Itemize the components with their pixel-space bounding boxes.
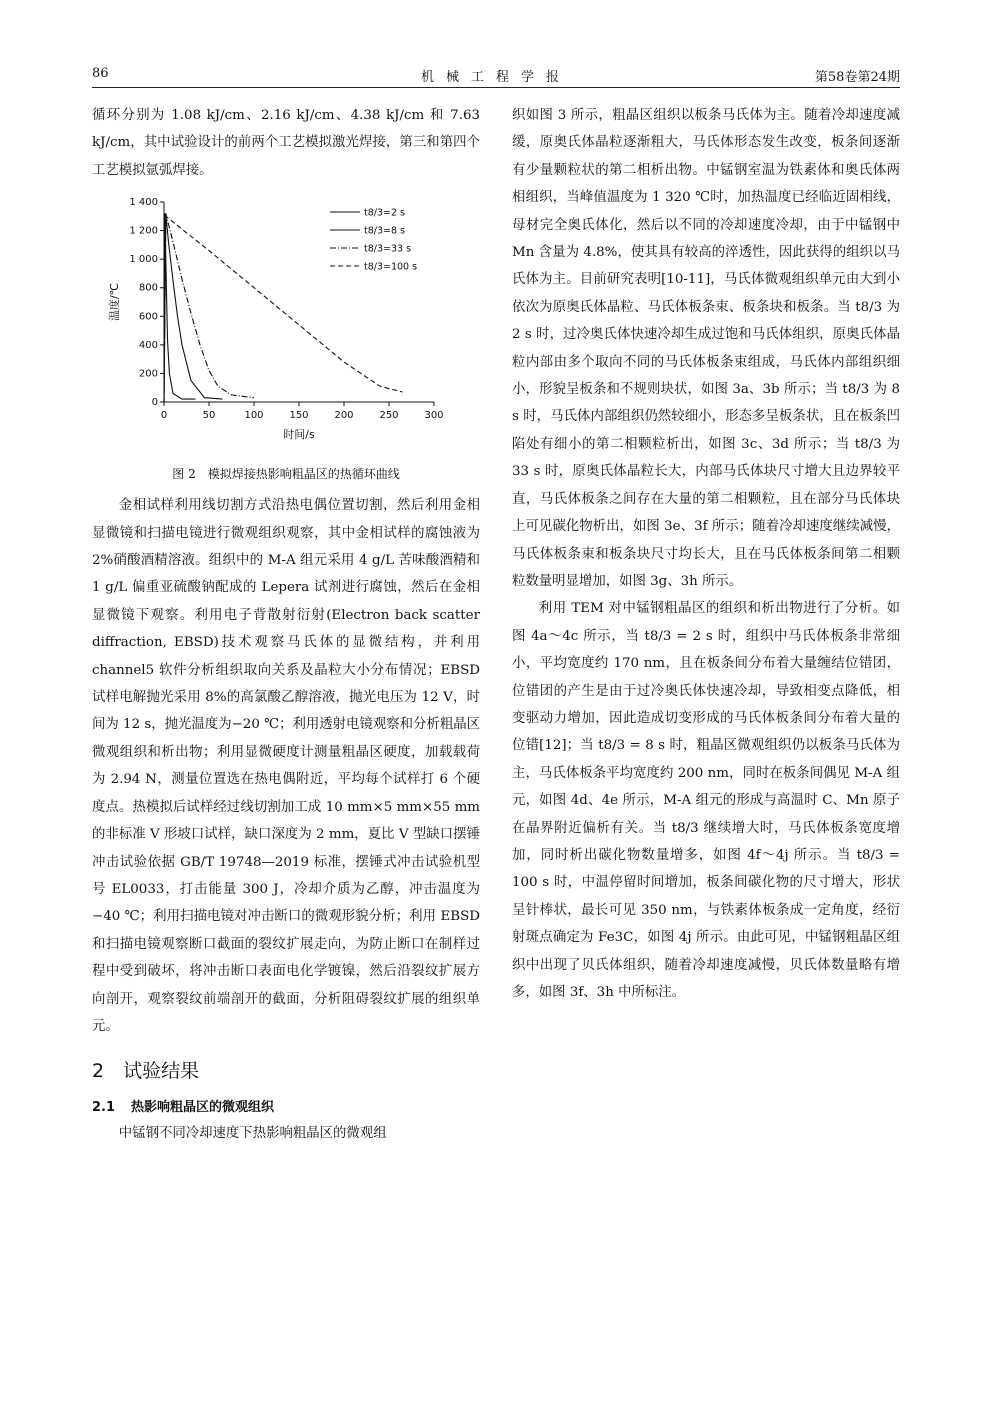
page-header xyxy=(92,66,900,86)
y-tick-label: 1 200 xyxy=(129,225,158,237)
y-tick-label: 600 xyxy=(138,311,158,323)
y-axis-label: 温度/℃ xyxy=(108,283,121,322)
y-tick-label: 1 400 xyxy=(129,197,158,209)
legend-entry-3: t8/3=33 s xyxy=(364,243,412,255)
x-tick-label: 300 xyxy=(424,410,444,422)
intro-paragraph: 循环分别为 1.08 kJ/cm、2.16 kJ/cm、4.38 kJ/cm 和 7.63 kJ/cm，其中试验设计的前两个工艺模拟激光焊接，第三和第四个工艺模拟氩弧焊接。 xyxy=(92,108,480,178)
x-tick-label: 100 xyxy=(244,410,264,422)
right-column xyxy=(512,102,900,1006)
subsection-number: 2.1 xyxy=(92,1100,116,1116)
thermal-cycle-chart xyxy=(92,190,480,462)
subsection-title xyxy=(92,1096,480,1120)
x-tick-label: 0 xyxy=(160,410,168,422)
x-tick-label: 200 xyxy=(334,410,354,422)
header-rule xyxy=(92,87,900,88)
page-number: 86 xyxy=(92,66,109,81)
y-tick-label: 200 xyxy=(138,368,158,380)
microstructure-paragraph: 织如图 3 所示，粗晶区组织以板条马氏体为主。随着冷却速度减缓，原奥氏体晶粒逐渐粗大，马氏体形态发生改变，板条间逐渐有少量颗粒状的第二相析出物。中锰钢室温为铁素体和奥氏体两相组织，当峰值温度为 1 320 ℃时，加热温度已经临近固相线，母材完全奥氏体化，然后以不同的冷却速度冷却，由于中锰钢中 Mn 含量为 4.8%，使其具有较高的淬透性，因此获得的组织以马氏体为主。目前研究表明[10-11]，马氏体微观组织单元由大到小依次为原奥氏体晶粒、马氏体板条束、板条块和板条。当 t8/3 为 2 s 时，过冷奥氏体快速冷却生成过饱和马氏体组织，原奥氏体晶粒内部由多个取向不同的马氏体板条束组成，马氏体内部组织细小，形貌呈板条和不规则块状，如图 3a、3b 所示；当 t8/3 为 8 s 时，马氏体内部组织仍然较细小，形态多呈板条状，且在板条凹陷处有细小的第二相颗粒析出，如图 3c、3d 所示；当 t8/3 为 33 s 时，原奥氏体晶粒长大，内部马氏体块尺寸增大且边界较平直，马氏体板条之间存在大量的第二相颗粒，且在部分马氏体块上可见碳化物析出，如图 3e、3f 所示；随着冷却速度继续减慢，马氏体板条束和板条块尺寸均长大，且在马氏体板条间第二相颗粒数量明显增加，如图 3g、3h 所示。 xyxy=(512,108,900,589)
subsection-title-text: 热影响粗晶区的微观组织 xyxy=(131,1100,275,1116)
x-tick-label: 150 xyxy=(289,410,309,422)
journal-name: 机械工程学报 xyxy=(420,70,571,85)
y-tick-label: 400 xyxy=(138,340,158,352)
tem-paragraph: 利用 TEM 对中锰钢粗晶区的组织和析出物进行了分析。如图 4a～4c 所示，当 t8/3 = 2 s 时，组织中马氏体板条非常细小，平均宽度约 170 nm，且在板条间分布着大量缠结位错团，位错团的产生是由于过冷奥氏体快速冷却，导致相变点降低，相变驱动力增加，因此造成切变形成的马氏体板条间分布着大量的位错[12]；当 t8/3 = 8 s 时，粗晶区微观组织仍以板条马氏体为主，马氏体板条平均宽度约 200 nm，同时在板条间偶见 M-A 组元，如图 4d、4e 所示，M-A 组元的形成与高温时 C、Mn 原子在晶界附近偏析有关。当 t8/3 继续增大时，马氏体板条宽度增加，同时析出碳化物数量增多，如图 4f～4j 所示。当 t8/3 = 100 s 时，中温停留时间增加，板条间碳化物的尺寸增大，形状呈针棒状，最长可见 350 nm，与铁素体板条成一定角度，经衍射斑点确定为 Fe3C，如图 4j 所示。由此可见，中锰钢粗晶区组织中出现了贝氏体组织，随着冷却速度减慢，贝氏体数量略有增多，如图 3f、3h 中所标注。 xyxy=(512,601,900,1000)
section-title: 2 试验结果 xyxy=(92,1060,200,1083)
x-axis-label: 时间/s xyxy=(283,428,315,442)
results-paragraph-start: 中锰钢不同冷却速度下热影响粗晶区的微观组 xyxy=(118,1126,387,1142)
left-column xyxy=(92,102,480,1148)
legend-entry-4: t8/3=100 s xyxy=(364,261,418,273)
figure-2 xyxy=(92,190,480,462)
y-tick-label: 0 xyxy=(151,397,158,409)
legend-entry-1: t8/3=2 s xyxy=(364,207,405,219)
y-tick-label: 800 xyxy=(138,282,158,294)
figure-caption: 图 2 模拟焊接热影响粗晶区的热循环曲线 xyxy=(172,467,400,482)
x-tick-label: 250 xyxy=(379,410,399,422)
methods-paragraph: 金相试样利用线切割方式沿热电偶位置切割，然后利用金相显微镜和扫描电镜进行微观组织观察，其中金相试样的腐蚀液为 2%硝酸酒精溶液。组织中的 M-A 组元采用 4 g/L 苦味酸酒精和 1 g/L 偏重亚硫酸钠配成的 Lepera 试剂进行腐蚀，然后在金相显微镜下观察。利用电子背散射衍射(Electron back scatter diffraction, EBSD)技术观察马氏体的显微结构，并利用 channel5 软件分析组织取向关系及晶粒大小分布情况；EBSD 试样电解抛光采用 8%的高氯酸乙醇溶液，抛光电压为 12 V，时间为 12 s，抛光温度为−20 ℃；利用透射电镜观察和分析粗晶区微观组织和析出物；利用显微硬度计测量粗晶区硬度，加载载荷为 2.94 N，测量位置选在热电偶附近，平均每个试样打 6 个硬度点。热模拟后试样经过线切割加工成 10 mm×5 mm×55 mm 的非标准 V 形坡口试样，缺口深度为 2 mm，夏比 V 型缺口摆锤冲击试验依据 GB/T 19748—2019 标准，摆锤式冲击试验机型号 EL0033，打击能量 300 J，冷却介质为乙醇，冲击温度为−40 ℃；利用扫描电镜对冲击断口的微观形貌分析；利用 EBSD 和扫描电镜观察断口截面的裂纹扩展走向，为防止断口在制样过程中受到破坏，将冲击断口表面电化学镀镍，然后沿裂纹扩展方向剖开，观察裂纹前端剖开的截面，分析阻碍裂纹扩展的组织单元。 xyxy=(92,498,480,1034)
legend-entry-2: t8/3=8 s xyxy=(364,225,405,237)
series-line-3 xyxy=(164,214,254,403)
issue-label: 第58卷第24期 xyxy=(814,70,900,85)
y-tick-label: 1 000 xyxy=(129,254,158,266)
x-tick-label: 50 xyxy=(202,410,216,422)
